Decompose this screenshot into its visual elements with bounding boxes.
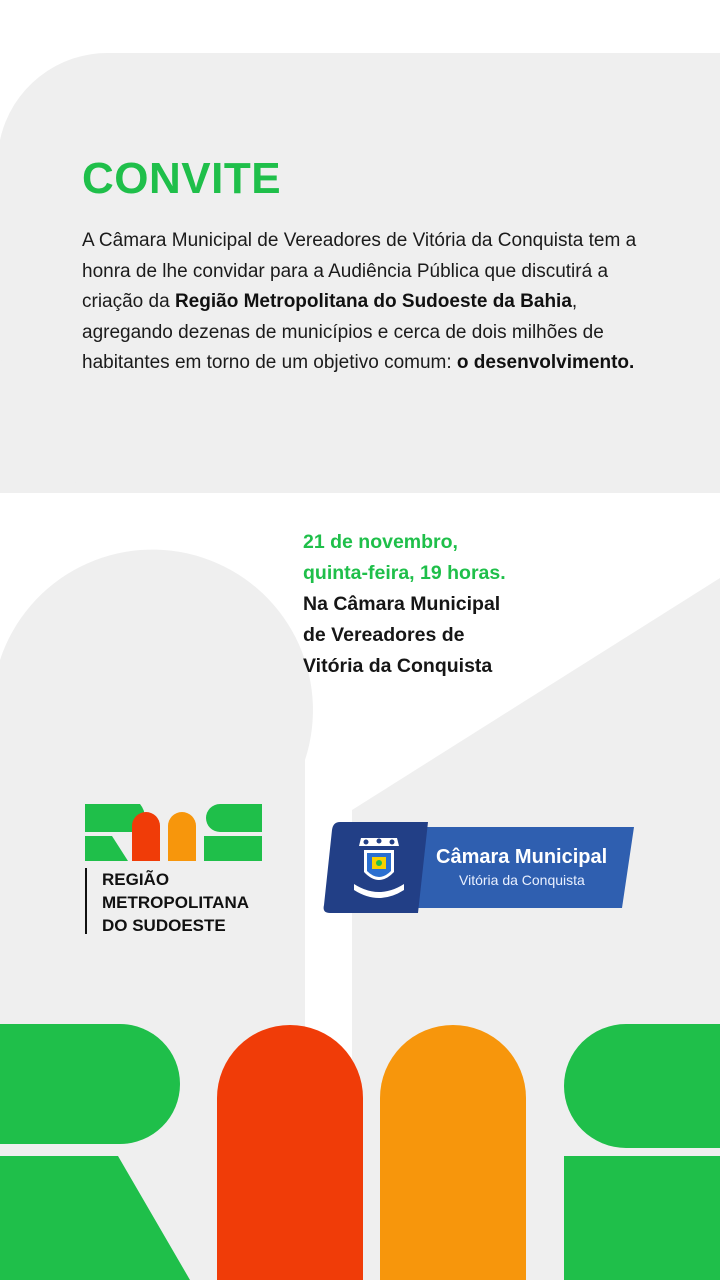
invitation-body	[82, 226, 654, 379]
rms-caption-line2: METROPOLITANA	[102, 893, 250, 912]
green-bar-left	[0, 1024, 180, 1144]
green-block-right	[564, 1156, 720, 1280]
rms-divider	[85, 868, 87, 934]
rms-caption-line1: REGIÃO	[102, 870, 170, 889]
camara-logo-subtitle: Vitória da Conquista	[459, 872, 585, 888]
event-venue-line1: Na Câmara Municipal	[303, 593, 501, 615]
event-venue-line3: Vitória da Conquista	[303, 655, 493, 677]
orange-arch	[380, 1025, 526, 1280]
event-time: quinta-feira, 19 horas.	[303, 562, 506, 584]
camara-logo-title: Câmara Municipal	[436, 846, 608, 868]
rms-logo-caption	[102, 868, 249, 937]
invitation-title: CONVITE	[82, 154, 282, 203]
body-text-bold1: Região Metropolitana do Sudoeste da Bahia	[174, 291, 572, 313]
body-text-part1: A Câmara Municipal de Vereadores de Vitória da Conquista tem a honra de lhe convidar para a Audiência Pública que discutirá a criação da	[82, 230, 637, 313]
body-text-bold2: o desenvolvimento.	[456, 352, 635, 374]
green-bar-right	[564, 1024, 720, 1148]
body-text-part2: , agregando dezenas de municípios e cerca de dois milhões de habitantes em torno de um objetivo comum:	[82, 291, 604, 374]
event-date: 21 de novembro,	[303, 531, 458, 553]
event-venue-line2: de Vereadores de	[303, 624, 465, 646]
rms-caption-line3: DO SUDOESTE	[102, 916, 226, 935]
event-details	[303, 527, 506, 682]
red-arch	[217, 1025, 363, 1280]
